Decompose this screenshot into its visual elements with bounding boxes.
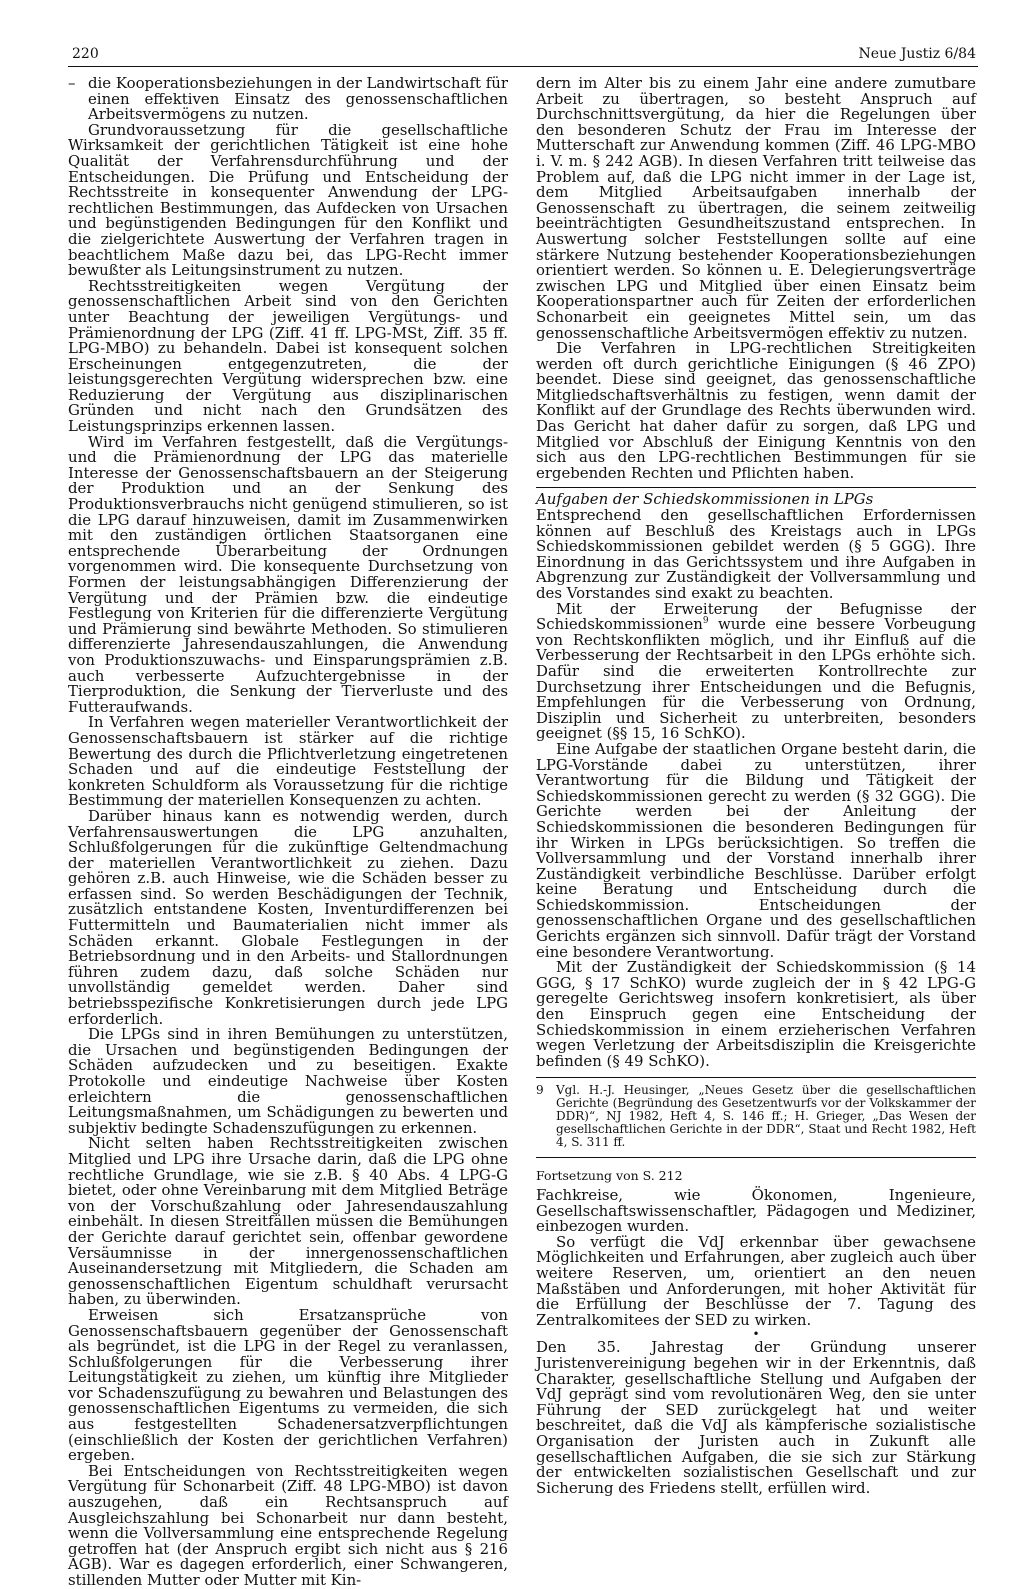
continuation-label: Fortsetzung von S. 212	[536, 1168, 683, 1184]
right-column	[536, 76, 976, 1496]
footnote-end-rule	[536, 1157, 976, 1158]
paragraph: Nicht selten haben Rechtsstreitigkeiten zwischen Mitglied und LPG ihre Ursache darin, daß die LPG ohne rechtliche Grundlage, wie sie z.B. § 40 Abs. 4 LPG-G bietet, oder ohne Vereinbarung mit dem Mitglied Beträge von der Vorschußzahlung oder Jahresendauszahlung einbehält. In diesen Streitfällen müssen die Bemühungen der Gerichte darauf gerichtet sein, offenbar gewordene Versäumnisse in der innergenossenschaftlichen Auseinandersetzung mit Mitgliedern, die Schaden am genossenschaftlichen Eigentum schuldhaft verursacht haben, zu überwinden.	[68, 1134, 508, 1309]
paragraph: Wird im Verfahren festgestellt, daß die Vergütungs- und die Prämienordnung der LPG das materielle Interesse der Genossenschaftsbauern an der Steigerung der Produktion und an der Senkung des Produktionsverbrauchs nicht genügend stimulieren, so ist die LPG darauf hinzuweisen, damit im Zusammenwirken mit den zuständigen örtlichen Staatsorganen eine entsprechende Überarbeitung der Ordnungen vorgenommen wird. Die konsequente Durchsetzung von Formen der leistungsabhängigen Differenzierung der Vergütung und der Prämien bzw. die eindeutige Festlegung von Kriterien für die differenzierte Vergütung und Prämierung sind bewährte Methoden. So stimulieren differenzierte Jahresendauszahlungen, die Anwendung von Produktionszuwachs- und Einsparungsprämien z.B. auch verbesserte Aufzuchtergebnisse in der Tierproduktion, die Senkung der Tierverluste und des Futteraufwands.	[68, 432, 508, 716]
paragraph: Grundvoraussetzung für die gesellschaftliche Wirksamkeit der gerichtlichen Tätigkeit ist eine hohe Qualität der Verfahrensdurchführung und der Entscheidungen. Die Prüfung und Entscheidung der Rechtsstreite in konsequenter Anwendung der LPG-rechtlichen Bestimmungen, das Aufdecken von Ursachen und begünstigenden Bedingungen für den Konflikt und die zielgerichtete Auswertung der Verfahren tragen in beachtlichem Maße dazu bei, das LPG-Recht immer bewußter als Leitungsinstrument zu nutzen.	[68, 120, 508, 280]
left-column	[68, 76, 508, 1589]
page-number: 220	[72, 46, 99, 62]
paragraph: Die LPGs sind in ihren Bemühungen zu unterstützen, die Ursachen und begünstigenden Bedingungen der Schäden aufzudecken und zu beseitigen. Exakte Protokolle und eindeutige Nachweise über Kosten erleichtern die genossenschaftlichen Leitungsmaßnahmen, um Schädigungen zu bewerten und subjektiv bedingte Schadenszufügungen zu erkennen.	[68, 1025, 508, 1137]
paragraph: So verfügt die VdJ erkennbar über gewachsene Möglichkeiten und Erfahrungen, aber zugleich auch über weitere Reserven, um, orientiert an den neuen Maßstäben und Anforderungen, mit hoher Aktivität für die Erfüllung der Beschlüsse der 7. Tagung des Zentralkomitees der SED zu wirken.	[536, 1232, 976, 1329]
paragraph-text: wurde eine bessere Vorbeugung von Rechtskonflikten möglich, und ihr Einfluß auf die Verbesserung der Rechtsarbeit in den LPGs erhöhte sich. Dafür sind die erweiterten Kontrollrechte zur Durchsetzung ihrer Entscheidungen und die Befugnis, Empfehlungen für die Verbesserung von Ordnung, Disziplin und Sicherheit zu unterbreiten, besonders geeignet (§§ 15, 16 SchKO).	[536, 615, 976, 743]
section-heading: Aufgaben der Schiedskommissionen in LPGs	[536, 490, 874, 509]
bullet-separator: •	[752, 1327, 760, 1342]
footnote-reference: 9	[702, 616, 709, 627]
footnote	[536, 1084, 976, 1149]
paragraph: Entsprechend den gesellschaftlichen Erfordernissen können auf Beschluß des Kreistags auch in LPGs Schiedskommissionen gebildet werden (§ 5 GGG). Ihre Einordnung in das Gerichtssystem und ihre Aufgaben in Abgrenzung zur Zuständigkeit der Vollversammlung und des Vorstandes sind exakt zu beachten.	[536, 506, 976, 602]
paragraph: Die Verfahren in LPG-rechtlichen Streitigkeiten werden oft durch gerichtliche Einigungen (§ 46 ZPO) beendet. Diese sind geeignet, das genossenschaftliche Mitgliedschaftsverhältnis zu festigen, wenn damit der Konflikt auf der Grundlage des Rechts überwunden wird. Das Gericht hat daher dafür zu sorgen, daß LPG und Mitglied vor Abschluß der Einigung Kenntnis von den sich aus den LPG-rechtlichen Bestimmungen für sie ergebenden Rechten und Pflichten haben.	[536, 339, 976, 482]
footnote-number: 9	[536, 1083, 544, 1098]
footnote-rule	[536, 1077, 976, 1078]
dash-marker: –	[68, 74, 76, 92]
paragraph: dern im Alter bis zu einem Jahr eine andere zumutbare Arbeit zu übertragen, so besteht Anspruch auf Durchschnittsvergütung, da hier die Regelungen über den besonderen Schutz der Frau im Interesse der Mutterschaft zur Anwendung kommen (Ziff. 46 LPG-MBO i. V. m. § 242 AGB). In diesen Verfahren tritt teilweise das Problem auf, daß die LPG nicht immer in der Lage ist, dem Mitglied Arbeitsaufgaben innerhalb der Genossenschaft zu übertragen, die seinem zeitweilig beeinträchtigten Gesundheitszustand entsprechen. In Auswertung solcher Feststellungen sollte auf eine stärkere Nutzung bestehender Kooperationsbeziehungen orientiert werden. So können u. E. Delegierungsverträge zwischen LPG und Mitglied über einen Einsatz beim Kooperationspartner auch für Zeiten der erforderlichen Schonarbeit ein geeignetes Mittel sein, um das genossenschaftliche Arbeitsvermögen effektiv zu nutzen.	[536, 74, 976, 342]
paragraph: Darüber hinaus kann es notwendig werden, durch Verfahrensauswertungen die LPG anzuhalten, Schlußfolgerungen für die zukünftige Geltendmachung der materiellen Verantwortlichkeit zu ziehen. Dazu gehören z.B. auch Hinweise, wie die Schäden besser zu erfassen sind. So werden Beschädigungen der Technik, zusätzlich entstandene Kosten, Inventurdifferenzen bei Futtermitteln und Baumaterialien nicht immer als Schäden erkannt. Globale Festlegungen in der Betriebsordnung und in den Arbeits- und Stallordnungen führen zudem dazu, daß solche Schäden nur unvollständig gemeldet werden. Daher sind betriebsspezifische Konkretisierungen durch jede LPG erforderlich.	[68, 806, 508, 1028]
paragraph: Eine Aufgabe der staatlichen Organe besteht darin, die LPG-Vorstände dabei zu unterstützen, ihrer Verantwortung für die Bildung und Tätigkeit der Schiedskommissionen gerecht zu werden (§ 32 GGG). Die Gerichte werden bei der Anleitung der Schiedskommissionen die besonderen Bedingungen für ihr Wirken in LPGs berücksichtigen. So treffen die Vollversammlung und der Vorstand innerhalb ihrer Zuständigkeit verbindliche Beschlüsse. Darüber erfolgt keine Beratung und Entscheidung durch die Schiedskommission. Entscheidungen der genossenschaftlichen Organe und des gesellschaftlichen Gerichts ergänzen sich sinnvoll. Dafür trägt der Vorstand eine besondere Verantwortung.	[536, 739, 976, 961]
header-rule	[68, 66, 978, 67]
footnote-text: Vgl. H.-J. Heusinger, „Neues Gesetz über die gesellschaftlichen Gerichte (Begründung des Gesetzentwurfs vor der Volkskammer der DDR)“, NJ 1982, Heft 4, S. 146 ff.; H. Grieger, „Das Wesen der gesellschaftlichen Gerichte in der DDR“, Staat und Recht 1982, Heft 4, S. 311 ff.	[556, 1083, 976, 1150]
paragraph: In Verfahren wegen materieller Verantwortlichkeit der Genossenschaftsbauern ist stärker auf die richtige Bewertung des durch die Pflichtverletzung eingetretenen Schaden und auf die eindeutige Feststellung der konkreten Schuldform als Voraussetzung für die richtige Bestimmung der materiellen Konsequenzen zu achten.	[68, 713, 508, 810]
paragraph: Rechtsstreitigkeiten wegen Vergütung der genossenschaftlichen Arbeit sind von den Gerichten unter Beachtung der jeweiligen Vergütungs- und Prämienordnung der LPG (Ziff. 41 ff. LPG-MSt, Ziff. 35 ff. LPG-MBO) zu behandeln. Dabei ist konsequent solchen Erscheinungen entgegenzutreten, die der leistungsgerechten Vergütung widersprechen bzw. eine Reduzierung der Vergütung aus disziplinarischen Gründen und nicht nach den Grundsätzen des Leistungsprinzips erkennen lassen.	[68, 276, 508, 436]
section-rule	[536, 487, 976, 488]
page-header	[0, 0, 1024, 62]
paragraph: Mit der Zuständigkeit der Schiedskommission (§ 14 GGG, § 17 SchKO) wurde zugleich der in § 42 LPG-G geregelte Gerichtsweg insofern konkretisiert, als über den Einspruch gegen eine Entscheidung der Schiedskommission in einem erzieherischen Verfahren wegen Verletzung der Arbeitsdisziplin die Kreisgerichte befinden (§ 49 SchKO).	[536, 958, 976, 1070]
paragraph: Fachkreise, wie Ökonomen, Ingenieure, Gesellschaftswissenschaftler, Pädagogen und Mediziner, einbezogen wurden.	[536, 1186, 976, 1236]
dash-list-item	[68, 76, 508, 123]
paragraph: Bei Entscheidungen von Rechtsstreitigkeiten wegen Vergütung für Schonarbeit (Ziff. 48 LPG-MBO) ist davon auszugehen, daß ein Rechtsanspruch auf Ausgleichszahlung bei Schonarbeit nur dann besteht, wenn die Vollversammlung eine entsprechende Regelung getroffen hat (der Anspruch ergibt sich nicht aus § 216 AGB). War es dagegen erforderlich, einer Schwangeren, stillenden Mutter oder Mutter mit Kin-	[68, 1461, 508, 1589]
paragraph	[536, 599, 976, 743]
paragraph: Den 35. Jahrestag der Gründung unserer Juristenvereinigung begehen wir in der Erkenntnis, daß Charakter, gesellschaftliche Stellung und Aufgaben der VdJ geprägt sind vom revolutionären Weg, den sie unter Führung der SED zurückgelegt hat und weiter beschreitet, daß die VdJ als kämpferische sozialistische Organisation der Juristen auch in Zukunft alle gesellschaftlichen Aufgaben, die sie sich zur Stärkung der entwickelten sozialistischen Gesellschaft und zur Sicherung des Friedens stellt, erfüllen wird.	[536, 1338, 976, 1497]
journal-reference: Neue Justiz 6/84	[858, 46, 976, 62]
paragraph-text: Mit der Erweiterung der Befugnisse der Schiedskommissionen	[536, 599, 976, 634]
paragraph: Erweisen sich Ersatzansprüche von Genossenschaftsbauern gegenüber der Genossenschaft als begründet, ist die LPG in der Regel zu veranlassen, Schlußfolgerungen für die Verbesserung ihrer Leitungstätigkeit zu ziehen, um künftig ihre Mitglieder vor Schadenszufügung zu bewahren und Belastungen des genossenschaftlichen Eigentums zu vermeiden, die sich aus festgestellten Schadenersatzverpflichtungen (einschließlich der Kosten der gerichtlichen Verfahren) ergeben.	[68, 1305, 508, 1465]
dash-item-text: die Kooperationsbeziehungen in der Landwirtschaft für einen effektiven Einsatz des genossenschaftlichen Arbeitsvermögens zu nutzen.	[88, 74, 508, 124]
